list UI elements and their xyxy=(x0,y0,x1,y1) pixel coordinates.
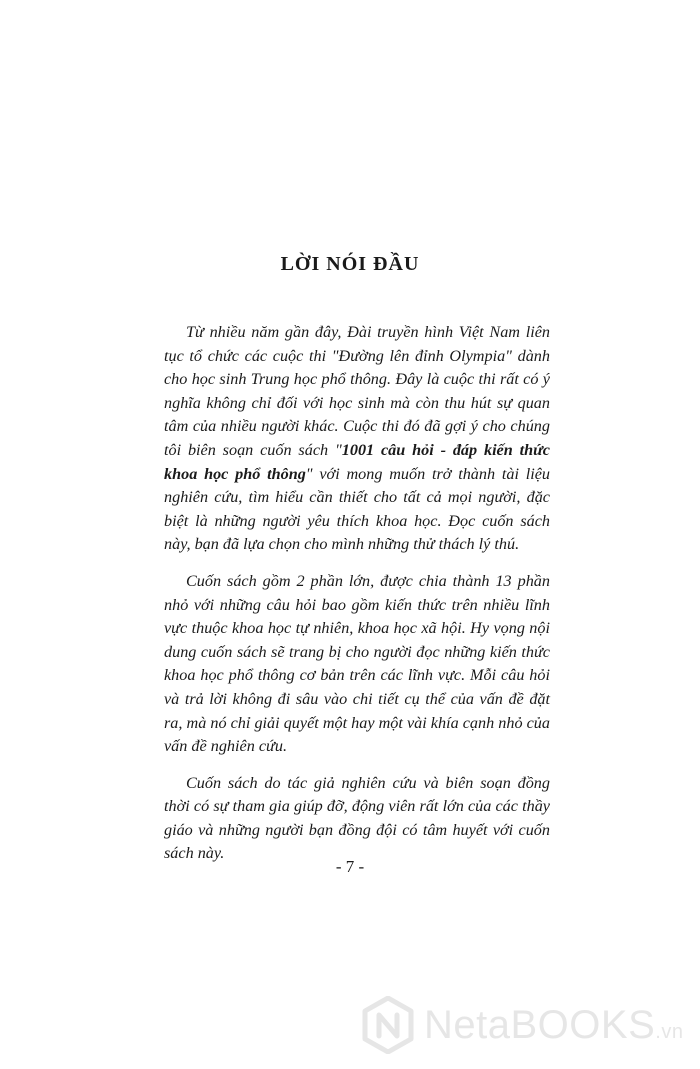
watermark-brand: NetaBOOKS xyxy=(424,1002,656,1047)
paragraph-1-text-start: Từ nhiều năm gần đây, Đài truyền hình Việt Nam liên tục tổ chức các cuộc thi "Đường lên đỉnh Olympia" dành cho học sinh Trung học phổ thông. Đây là cuộc thi rất có ý nghĩa không chỉ đối với học sinh mà còn thu hút sự quan tâm của nhiều người khác. Cuộc thi đó đã gợi ý cho chúng tôi biên soạn cuốn sách " xyxy=(164,323,550,459)
book-title-emphasis: 1001 câu hỏi - đáp kiến thức khoa học phổ thông xyxy=(164,440,550,483)
watermark-suffix: .vn xyxy=(655,1020,684,1043)
page-title: LỜI NÓI ĐẦU xyxy=(280,253,420,275)
page-number: - 7 - xyxy=(335,857,365,876)
preface-body xyxy=(164,321,550,879)
paragraph-3: Cuốn sách do tác giả nghiên cứu và biên soạn đồng thời có sự tham gia giúp đỡ, động viên rất lớn của các thầy giáo và những người bạn đồng đội có tâm huyết với cuốn sách này. xyxy=(164,773,550,863)
netabooks-logo-icon xyxy=(362,996,414,1054)
watermark-text xyxy=(424,1003,683,1048)
paragraph-1-text-end: " với mong muốn trở thành tài liệu nghiên cứu, tìm hiểu cần thiết cho tất cả mọi người, đặc biệt là những người yêu thích khoa học. Đọc cuốn sách này, bạn đã lựa chọn cho mình những thử thách lý thú. xyxy=(164,464,550,554)
paragraph-2: Cuốn sách gồm 2 phần lớn, được chia thành 13 phần nhỏ với những câu hỏi bao gồm kiến thức trên nhiều lĩnh vực thuộc khoa học tự nhiên, khoa học xã hội. Hy vọng nội dung cuốn sách sẽ trang bị cho người đọc những kiến thức khoa học phổ thông cơ bản trên các lĩnh vực. Mỗi câu hỏi và trả lời không đi sâu vào chi tiết cụ thể của vấn đề đặt ra, mà nó chỉ giải quyết một hay một vài khía cạnh nhỏ của vấn đề nghiên cứu. xyxy=(164,571,550,756)
netabooks-watermark xyxy=(362,985,692,1065)
paragraph-1 xyxy=(164,321,550,557)
